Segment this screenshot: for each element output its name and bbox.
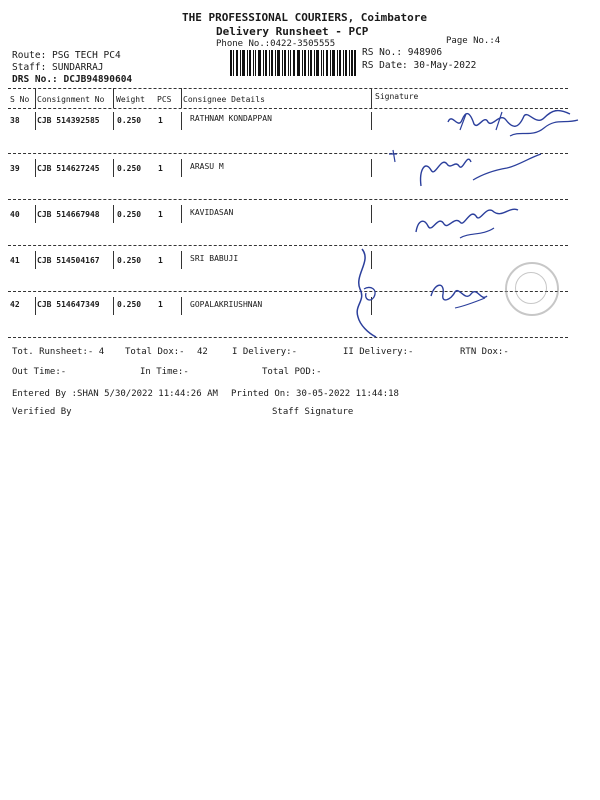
row-weight: 0.250 — [117, 164, 142, 173]
row-pcs: 1 — [158, 256, 163, 265]
row-sno: 42 — [10, 300, 20, 309]
printed-on: Printed On: 30-05-2022 11:44:18 — [231, 389, 399, 399]
row-weight: 0.250 — [117, 116, 142, 125]
col-divider — [181, 88, 182, 108]
row-pcs: 1 — [158, 300, 163, 309]
total-dox-value: 42 — [197, 347, 208, 357]
verified-by: Verified By — [12, 407, 72, 417]
row-divider — [371, 205, 372, 223]
rtn-dox: RTN Dox:- — [460, 347, 509, 357]
col-header-consignment: Consignment No — [37, 95, 105, 104]
row-sno: 41 — [10, 256, 20, 265]
row-divider — [35, 112, 36, 130]
row-divider — [181, 251, 182, 269]
runsheet-title: Delivery Runsheet - PCP — [216, 25, 369, 38]
row-divider — [113, 205, 114, 223]
ii-delivery: II Delivery:- — [343, 347, 414, 357]
row-divider — [35, 159, 36, 177]
handwritten-signature — [410, 196, 530, 244]
row-divider — [181, 205, 182, 223]
row-divider — [181, 159, 182, 177]
company-name: THE PROFESSIONAL COURIERS, Coimbatore — [182, 11, 428, 24]
rs-date: RS Date: 30-May-2022 — [362, 60, 477, 71]
row-consignee: ARASU M — [190, 162, 224, 171]
col-divider — [371, 88, 372, 108]
page-number: Page No.:4 — [446, 36, 501, 46]
row-divider — [113, 159, 114, 177]
row-pcs: 1 — [158, 210, 163, 219]
row-consignment: CJB 514392585 — [37, 116, 100, 125]
handwritten-signature — [340, 245, 390, 340]
row-consignment: CJB 514627245 — [37, 164, 100, 173]
row-consignee: GOPALAKRIUSHNAN — [190, 300, 263, 309]
out-time: Out Time:- — [12, 367, 67, 377]
rs-number: RS No.: 948906 — [362, 47, 443, 58]
staff: Staff: SUNDARRAJ — [12, 62, 104, 73]
in-time: In Time:- — [140, 367, 189, 377]
row-rule — [8, 245, 568, 246]
row-sno: 38 — [10, 116, 20, 125]
row-divider — [113, 297, 114, 315]
row-divider — [181, 297, 182, 315]
row-sno: 39 — [10, 164, 20, 173]
row-divider — [35, 251, 36, 269]
row-divider — [113, 251, 114, 269]
row-weight: 0.250 — [117, 300, 142, 309]
col-header-weight: Weight — [116, 95, 145, 104]
total-dox-label: Total Dox:- — [125, 347, 185, 357]
row-divider — [35, 205, 36, 223]
col-divider — [113, 88, 114, 108]
row-weight: 0.250 — [117, 210, 142, 219]
drs-value: DCJB94890604 — [63, 74, 133, 85]
table-top-rule — [8, 88, 568, 89]
row-consignment: CJB 514667948 — [37, 210, 100, 219]
row-consignee: KAVIDASAN — [190, 208, 234, 217]
route: Route: PSG TECH PC4 — [12, 50, 121, 61]
row-pcs: 1 — [158, 164, 163, 173]
total-runsheet: Tot. Runsheet:- 4 — [12, 347, 105, 357]
row-consignment: CJB 514647349 — [37, 300, 100, 309]
barcode — [230, 50, 356, 76]
drs-label: DRS No.: — [12, 74, 58, 85]
col-header-sno: S No — [10, 95, 30, 104]
handwritten-signature — [385, 140, 555, 190]
handwritten-signature — [425, 272, 505, 317]
col-divider — [35, 88, 36, 108]
drs-number — [12, 74, 132, 85]
row-consignee: SRI BABUJI — [190, 254, 239, 263]
rubber-stamp-seal — [505, 262, 559, 316]
row-consignment: CJB 514504167 — [37, 256, 100, 265]
col-header-pcs: PCS — [157, 95, 172, 104]
row-consignee: RATHNAM KONDAPPAN — [190, 114, 272, 123]
row-sno: 40 — [10, 210, 20, 219]
col-header-consignee: Consignee Details — [183, 95, 265, 104]
phone-number: Phone No.:0422-3505555 — [216, 39, 336, 49]
row-divider — [181, 112, 182, 130]
i-delivery: I Delivery:- — [232, 347, 298, 357]
row-divider — [35, 297, 36, 315]
col-header-signature: Signature — [375, 92, 419, 101]
row-weight: 0.250 — [117, 256, 142, 265]
row-divider — [371, 112, 372, 130]
staff-signature: Staff Signature — [272, 407, 354, 417]
row-divider — [371, 159, 372, 177]
table-bottom-rule — [8, 337, 568, 338]
total-pod: Total POD:- — [262, 367, 322, 377]
entered-by: Entered By :SHAN 5/30/2022 11:44:26 AM — [12, 389, 218, 399]
row-pcs: 1 — [158, 116, 163, 125]
row-divider — [113, 112, 114, 130]
